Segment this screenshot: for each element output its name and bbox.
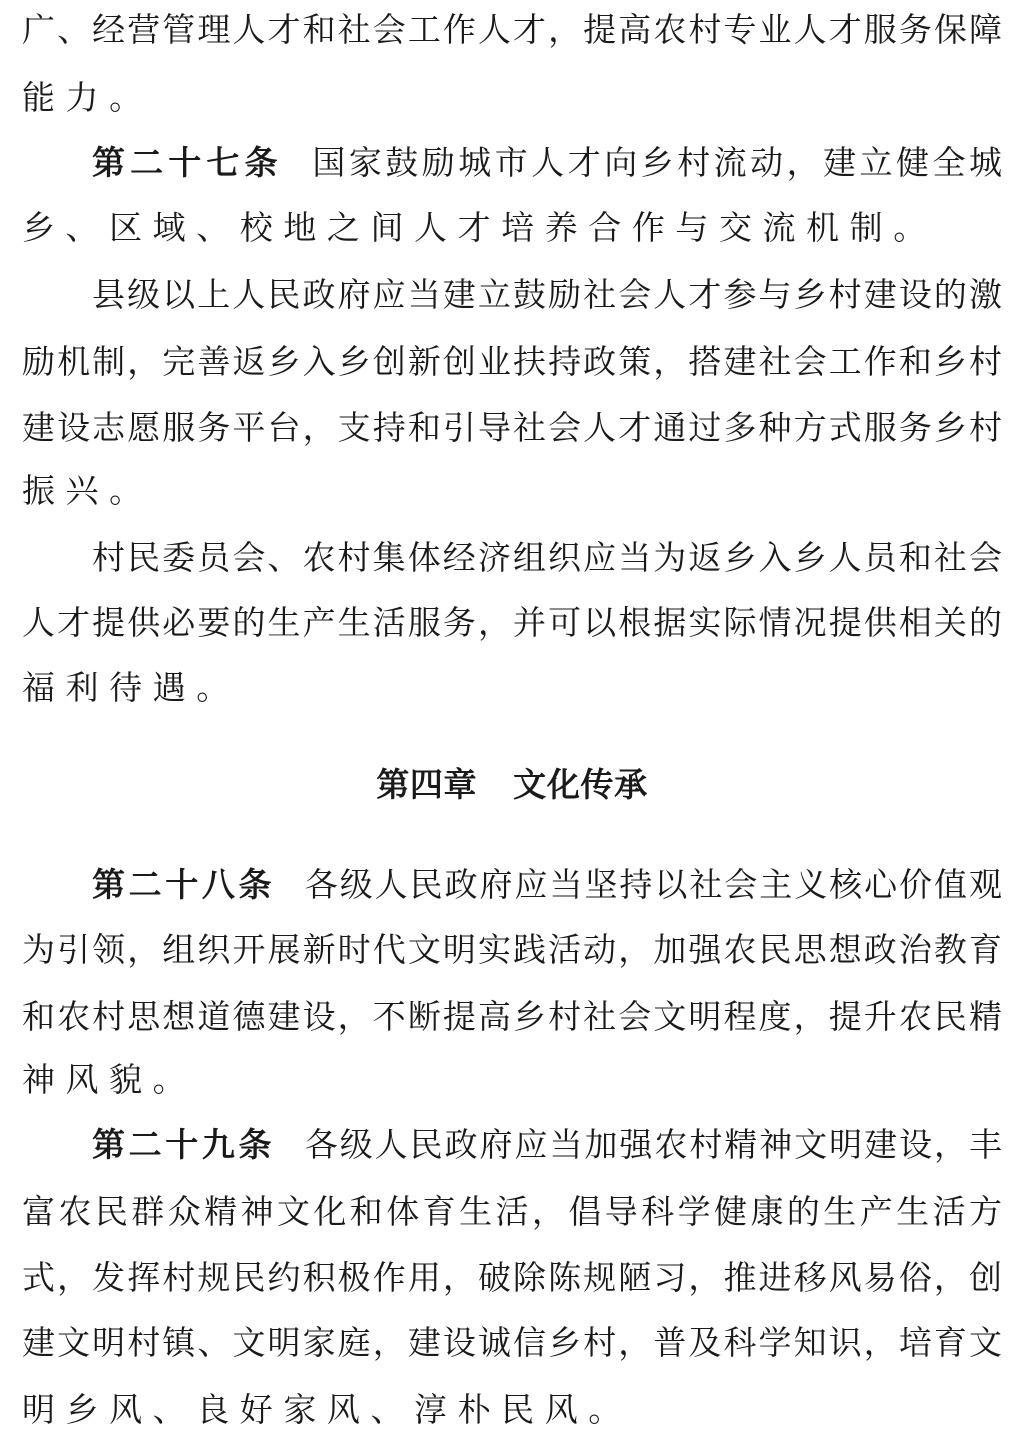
text-line: 福利待遇。 bbox=[22, 668, 240, 707]
text-line: 和农村思想道德建设，不断提高乡村社会文明程度，提升农民精 bbox=[22, 997, 1002, 1036]
text-line: 式，发挥村规民约积极作用，破除陈规陋习，推进移风易俗，创 bbox=[22, 1258, 1002, 1297]
text-line: 振兴。 bbox=[22, 471, 153, 510]
text-line: 乡、区域、校地之间人才培养合作与交流机制。 bbox=[22, 208, 937, 247]
article-27-line bbox=[92, 138, 1002, 188]
text-line: 神风貌。 bbox=[22, 1060, 197, 1099]
article-28-line bbox=[92, 860, 1002, 910]
chapter-heading bbox=[0, 760, 1024, 810]
text-line: 人才提供必要的生产生活服务，并可以根据实际情况提供相关的 bbox=[22, 603, 1002, 642]
text-line: 县级以上人民政府应当建立鼓励社会人才参与乡村建设的激 bbox=[92, 275, 1002, 314]
chapter-title: 文化传承 bbox=[513, 765, 648, 804]
article-28-title: 第二十八条 bbox=[92, 865, 276, 904]
text-line: 建设志愿服务平台，支持和引导社会人才通过多种方式服务乡村 bbox=[22, 408, 1002, 447]
text-line: 能力。 bbox=[22, 78, 153, 117]
article-29-text: 各级人民政府应当加强农村精神文明建设，丰 bbox=[304, 1125, 1002, 1164]
text-line: 村民委员会、农村集体经济组织应当为返乡入乡人员和社会 bbox=[92, 538, 1002, 577]
article-29-title: 第二十九条 bbox=[92, 1125, 276, 1164]
text-line: 建文明村镇、文明家庭，建设诚信乡村，普及科学知识，培育文 bbox=[22, 1323, 1002, 1362]
text-line: 明乡风、良好家风、淳朴民风。 bbox=[22, 1390, 632, 1429]
text-line: 广、经营管理人才和社会工作人才，提高农村专业人才服务保障 bbox=[22, 10, 1002, 49]
text-line: 为引领，组织开展新时代文明实践活动，加强农民思想政治教育 bbox=[22, 930, 1002, 969]
article-27-title: 第二十七条 bbox=[92, 143, 283, 182]
article-29-line bbox=[92, 1120, 1002, 1170]
chapter-number: 第四章 bbox=[376, 765, 478, 804]
text-line: 励机制，完善返乡入乡创新创业扶持政策，搭建社会工作和乡村 bbox=[22, 342, 1002, 381]
article-28-text: 各级人民政府应当坚持以社会主义核心价值观 bbox=[304, 865, 1002, 904]
article-27-text: 国家鼓励城市人才向乡村流动，建立健全城 bbox=[312, 143, 1002, 182]
text-line: 富农民群众精神文化和体育生活，倡导科学健康的生产生活方 bbox=[22, 1192, 1002, 1231]
